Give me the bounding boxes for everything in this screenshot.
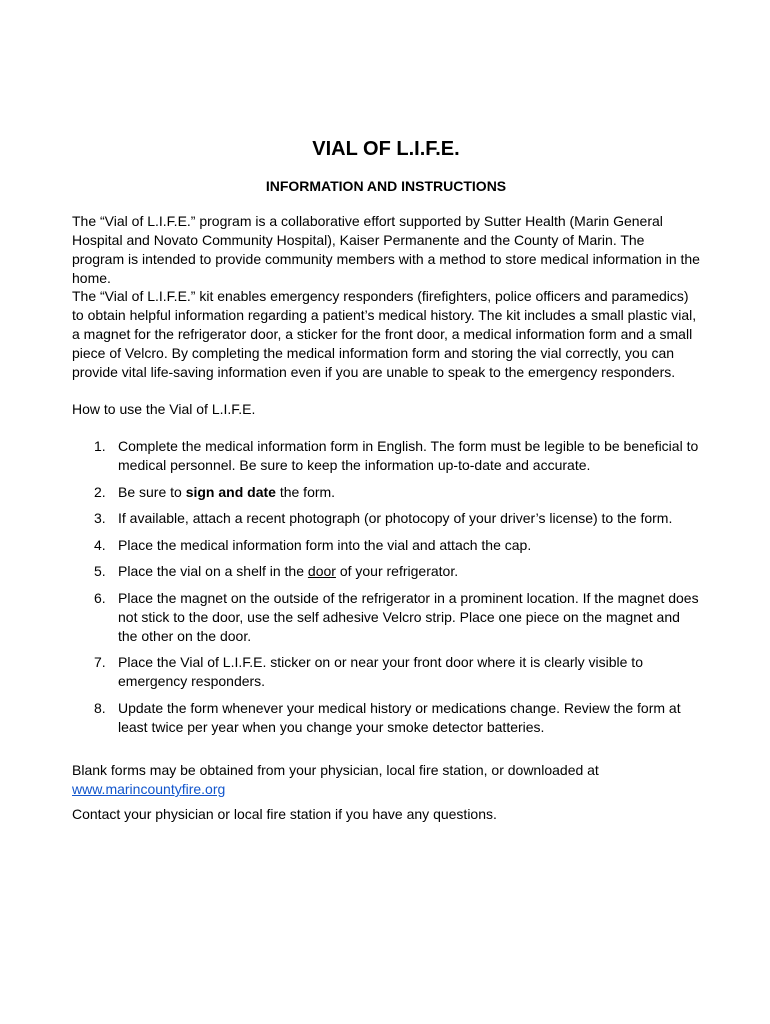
blank-forms-text: Blank forms may be obtained from your physician, local fire station, or downloaded at	[72, 762, 599, 778]
list-item	[72, 509, 700, 528]
step-text: Update the form whenever your medical history or medications change. Review the form at least twice per year when you change your smoke detector batteries.	[118, 699, 681, 735]
list-item	[72, 536, 700, 555]
step-text: Complete the medical information form in English. The form must be legible to be beneficial to medical personnel. Be sure to keep the information up-to-date and accurate.	[118, 438, 699, 473]
kit-paragraph: The “Vial of L.I.F.E.” kit enables emergency responders (firefighters, police officers and paramedics) to obtain helpful information regarding a patient’s medical history. The kit includes a small plastic vial, a magnet for the refrigerator door, a sticker for the front door, a medical information form and a small piece of Velcro. By completing the medical information form and storing the vial correctly, you can provide vital life-saving information even if you are unable to speak to the emergency responders.	[72, 288, 697, 380]
step-number: 6.	[94, 589, 106, 606]
intro-paragraph: The “Vial of L.I.F.E.” program is a collaborative effort supported by Sutter Health (Marin General Hospital and Novato Community Hospital), Kaiser Permanente and the County of Marin. The program is intended to provide community members with a method to store medical information in the home.	[72, 213, 700, 286]
list-item	[72, 589, 700, 646]
step-underlined-text: door	[307, 563, 336, 579]
step-text: Place the medical information form into the vial and attach the cap.	[118, 536, 532, 553]
step-number: 1.	[94, 438, 106, 454]
list-item	[72, 699, 700, 737]
website-link[interactable]: www.marincountyfire.org	[72, 781, 226, 797]
step-text-after: the form.	[275, 483, 336, 500]
step-number: 3.	[94, 510, 106, 526]
contact-paragraph: Contact your physician or local fire station if you have any questions.	[72, 806, 497, 822]
step-number: 2.	[94, 483, 106, 500]
page-title: VIAL OF L.I.F.E.	[312, 138, 460, 160]
step-text-before: Place the vial on a shelf in the	[118, 563, 308, 579]
step-number: 5.	[94, 563, 106, 579]
how-to-heading: How to use the Vial of L.I.F.E.	[72, 401, 256, 417]
step-number: 7.	[94, 654, 106, 670]
list-item	[72, 562, 700, 581]
step-text: Place the magnet on the outside of the refrigerator in a prominent location. If the magnet does not stick to the door, use the self adhesive Velcro strip. Place one piece on the magnet and the other on the door.	[118, 589, 699, 644]
page-subtitle: INFORMATION AND INSTRUCTIONS	[265, 178, 507, 194]
step-text-before: Be sure to	[118, 483, 186, 500]
step-number: 8.	[94, 699, 106, 716]
list-item	[72, 437, 700, 475]
step-number: 4.	[94, 536, 106, 553]
step-text: If available, attach a recent photograph (or photocopy of your driver’s license) to the form.	[118, 510, 673, 526]
step-bold-text: sign and date	[185, 483, 276, 500]
list-item	[72, 483, 700, 502]
blank-forms-paragraph	[72, 761, 700, 799]
step-text-after: of your refrigerator.	[335, 563, 459, 579]
instructions-list	[72, 437, 700, 744]
list-item	[72, 653, 700, 691]
step-text: Place the Vial of L.I.F.E. sticker on or near your front door where it is clearly visible to emergency responders.	[118, 654, 643, 689]
